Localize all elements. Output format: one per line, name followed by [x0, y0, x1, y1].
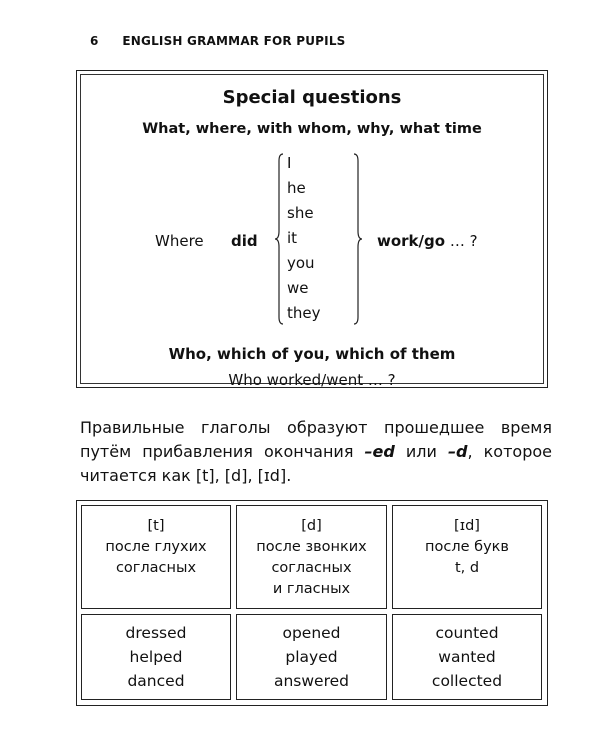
who-line: Who, which of you, which of them	[168, 345, 456, 363]
rule-paragraph	[80, 416, 552, 488]
rule-line: согласных	[115, 560, 197, 576]
table-cell-d-rule	[236, 505, 387, 609]
table-cell-t-words	[81, 614, 231, 700]
example-word: wanted	[438, 648, 496, 666]
pronoun-list	[287, 151, 357, 326]
page-header	[90, 34, 346, 48]
pronoun: you	[287, 254, 315, 272]
example-word: collected	[431, 672, 503, 690]
verb-tail: … ?	[445, 232, 478, 250]
example-word: danced	[127, 672, 185, 690]
ed-ending: –ed	[364, 442, 395, 461]
special-questions-box	[76, 70, 548, 388]
table-cell-d-words	[236, 614, 387, 700]
d-ending: –d	[448, 442, 468, 461]
left-brace-icon	[274, 153, 284, 325]
pronoun: I	[287, 154, 292, 172]
rule-line: согласных	[271, 560, 352, 576]
phonetic-symbol: [t]	[147, 518, 165, 534]
where-word: Where	[155, 232, 204, 250]
verb-word: work/go	[377, 232, 446, 250]
phonetic-symbol: [d]	[301, 518, 322, 534]
endings-table	[76, 500, 548, 706]
who-worked-line: Who worked/went … ?	[228, 371, 396, 389]
example-word: counted	[435, 624, 499, 642]
table-cell-id-words	[392, 614, 542, 700]
right-brace-icon	[353, 153, 363, 325]
rule-line: t, d	[454, 560, 480, 576]
pronoun: we	[287, 279, 309, 297]
rule-line: и гласных	[272, 581, 351, 597]
phonetic-symbol: [ɪd]	[454, 518, 480, 534]
rule-line: после букв	[425, 539, 509, 555]
book-title: ENGLISH GRAMMAR FOR PUPILS	[122, 34, 346, 48]
did-word: did	[231, 232, 258, 250]
example-word: opened	[282, 624, 341, 642]
paragraph-text: , которое читается как [t], [d], [ɪd].	[80, 442, 552, 485]
page-number: 6	[90, 34, 99, 48]
paragraph-text: или	[394, 442, 449, 461]
rule-line: после звонких	[256, 539, 367, 555]
example-word: helped	[129, 648, 183, 666]
example-word: dressed	[125, 624, 187, 642]
table-cell-id-rule	[392, 505, 542, 609]
pronoun: he	[287, 179, 306, 197]
example-word: played	[285, 648, 338, 666]
special-questions-title: Special questions	[222, 87, 402, 108]
question-words: What, where, with whom, why, what time	[142, 121, 482, 137]
table-cell-t-rule	[81, 505, 231, 609]
pronoun: she	[287, 204, 314, 222]
pronoun: they	[287, 304, 321, 322]
rule-line: после глухих	[105, 539, 207, 555]
verb-phrase	[377, 232, 478, 250]
pronoun: it	[287, 229, 298, 247]
special-questions-inner-frame	[80, 74, 544, 389]
example-word: answered	[273, 672, 350, 690]
paragraph-text: Правильные глаголы образуют прошедшее время путём прибавления окончания	[80, 418, 552, 461]
